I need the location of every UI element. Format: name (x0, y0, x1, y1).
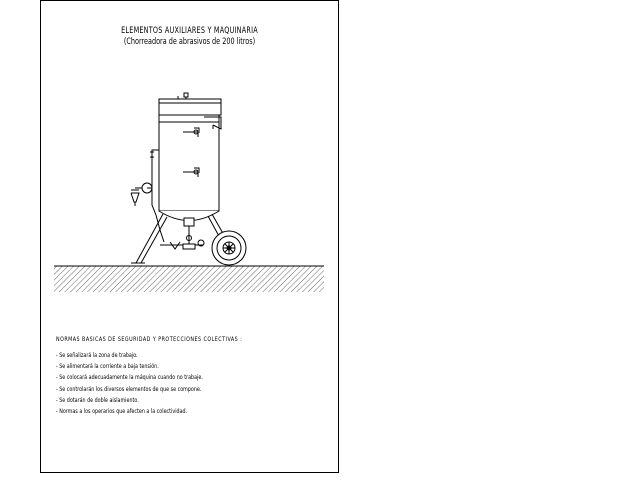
outlet-valve-icon (160, 226, 204, 249)
ground (54, 266, 324, 292)
abrasive-tank (159, 93, 221, 226)
list-item: - Se señalizará la zona de trabajo. (56, 352, 138, 359)
list-item: - Se colocará adecuadamente la máquina cuando no trabaje. (56, 374, 203, 382)
safety-notes (56, 336, 326, 417)
drawing-title: ELEMENTOS AUXILIARES Y MAQUINARIA (121, 26, 258, 36)
notes-heading: NORMAS BASICAS DE SEGURIDAD Y PROTECCIONES COLECTIVAS : (56, 336, 243, 343)
tank-legs (131, 214, 225, 263)
list-item: - Se dotarán de doble aislamiento. (56, 396, 139, 404)
list-item: - Se controlarán los diversos elementos de que se compone. (56, 385, 202, 393)
drawing-subtitle: (Chorreadora de abrasivos de 200 litros) (123, 37, 256, 47)
wheel-icon (212, 231, 246, 265)
list-item: - Normas a los operarios que afecten a la colectividad. (56, 407, 188, 415)
list-item: - Se alimentará la corriente a baja tensión. (56, 363, 159, 371)
